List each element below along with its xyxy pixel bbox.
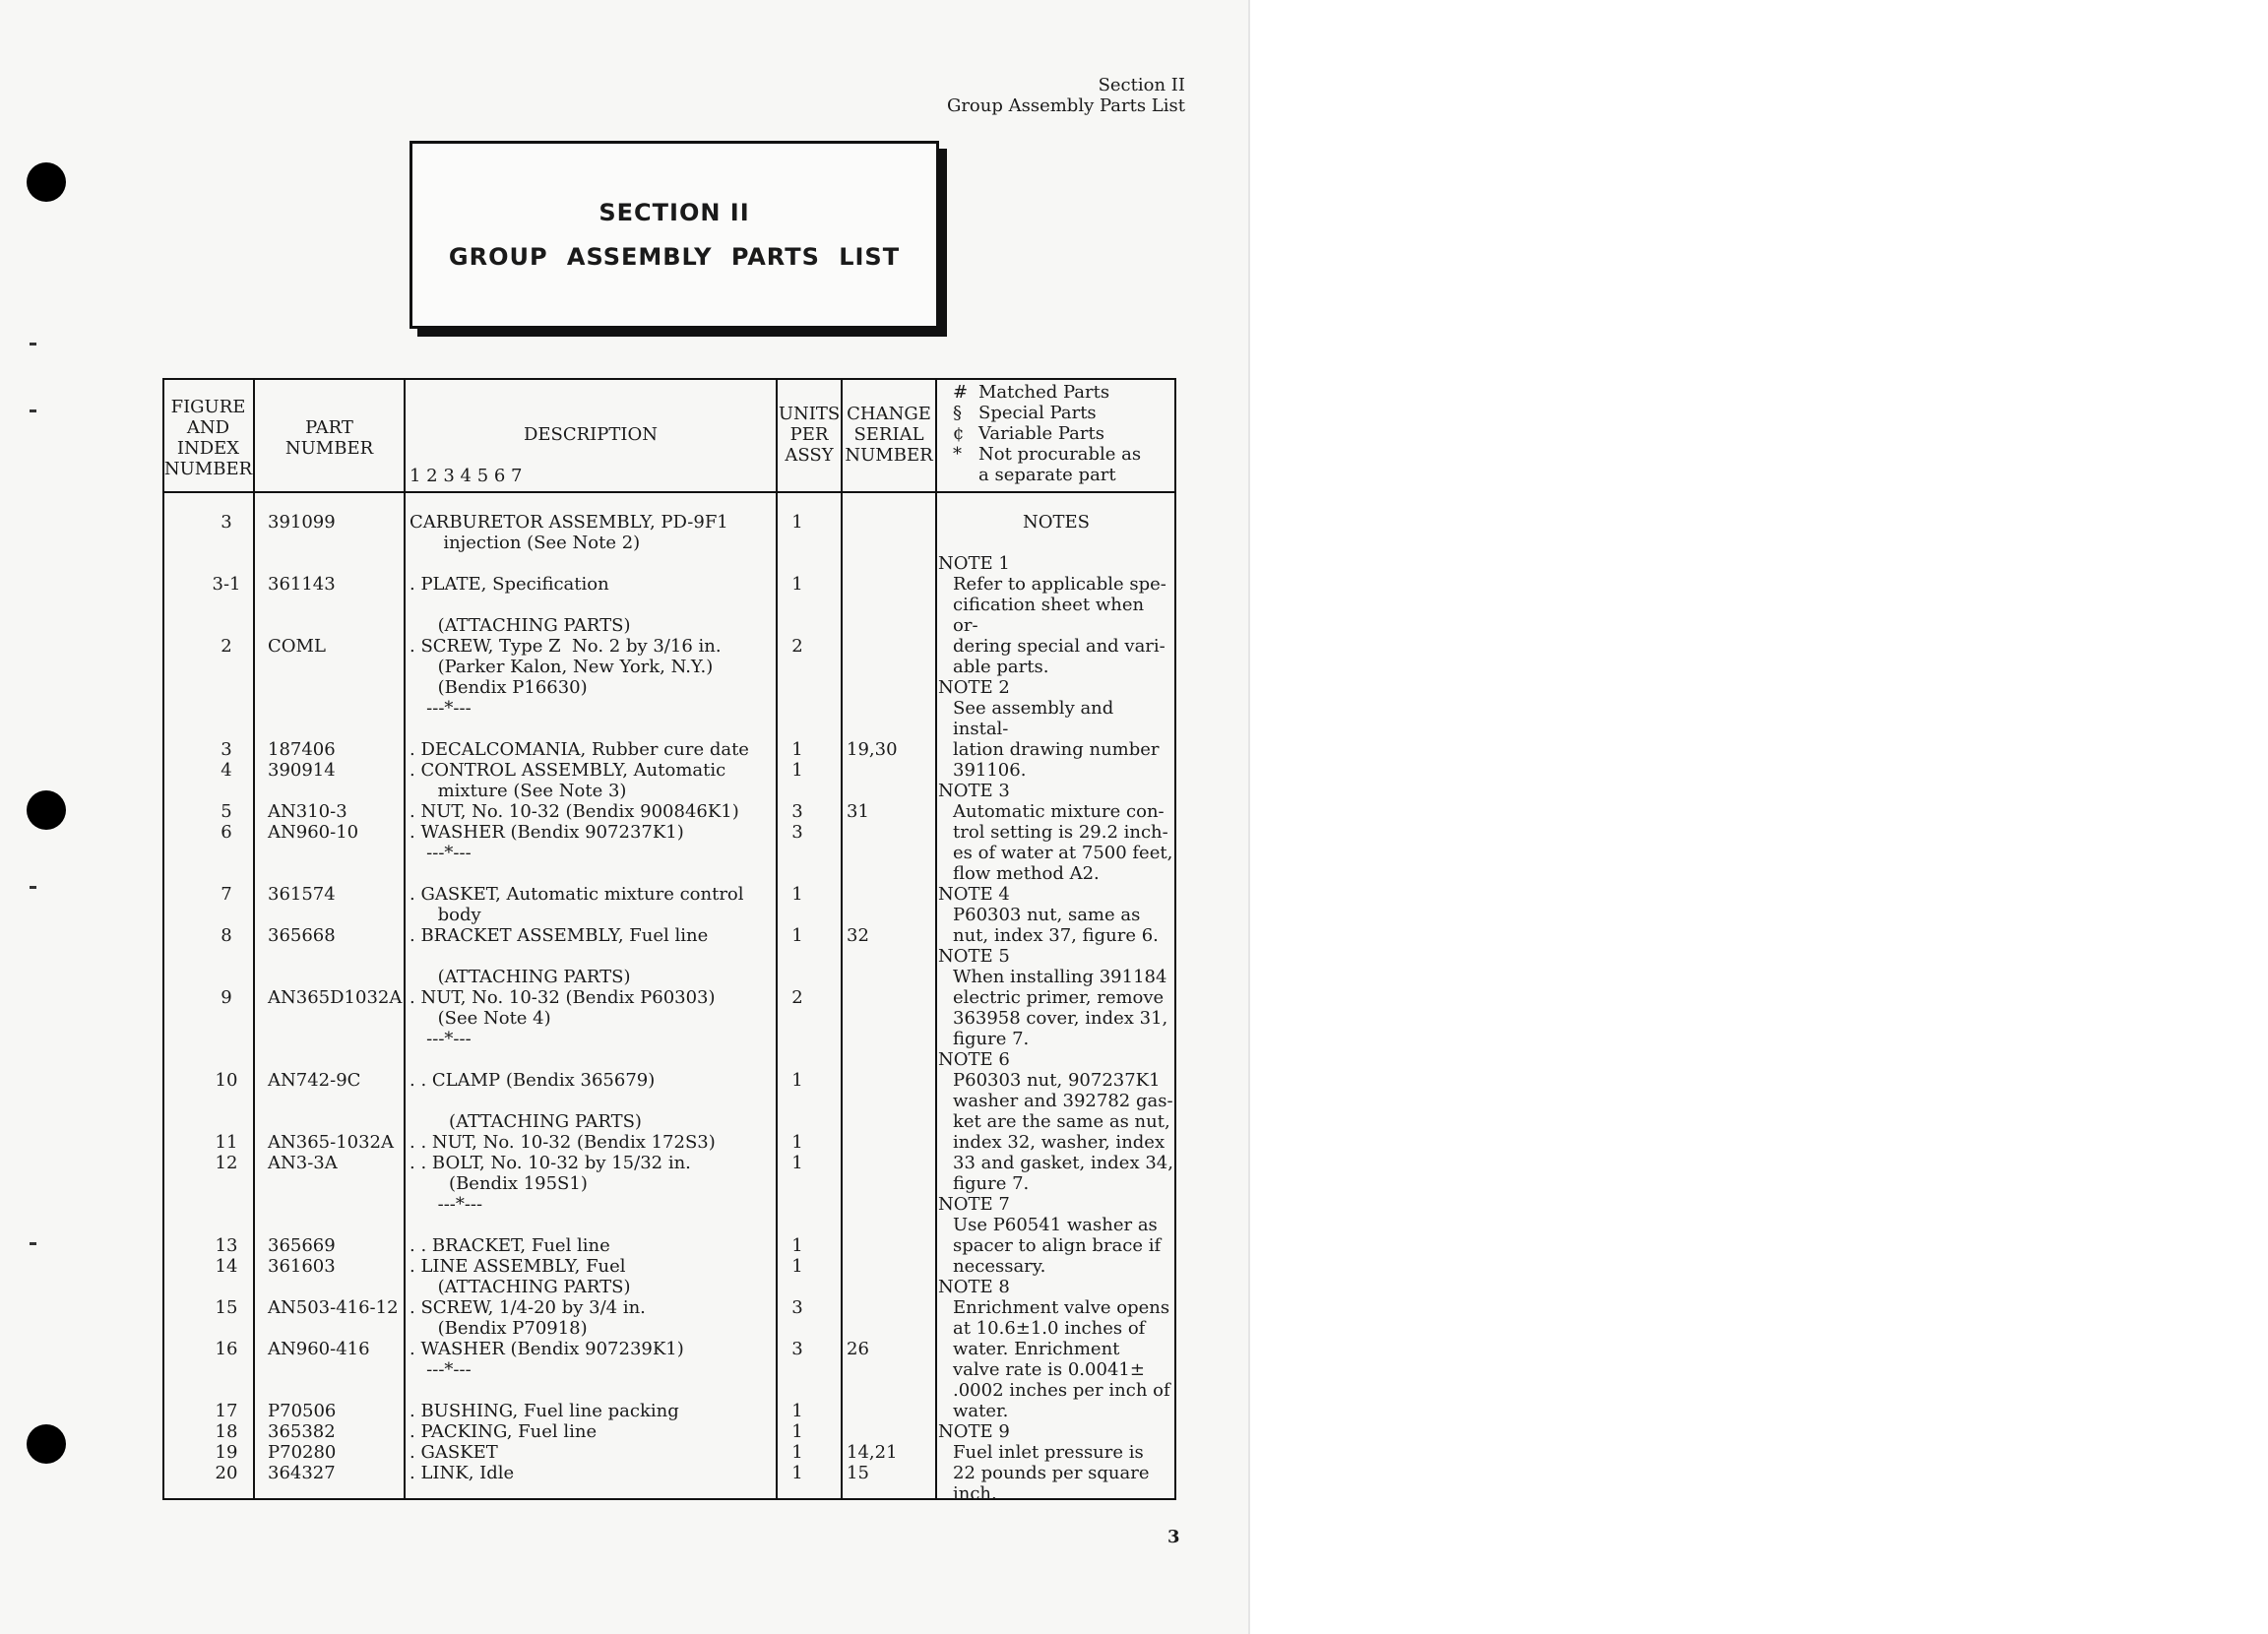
figure-index-cell: 7 [220, 884, 232, 905]
margin-mark [30, 343, 36, 346]
note-text: necessary. [953, 1256, 1046, 1277]
part-number-cell: AN742-9C [268, 1070, 361, 1091]
figure-index-cell: 16 [215, 1339, 238, 1359]
figure-index-cell: 6 [220, 822, 232, 843]
note-text: water. [953, 1401, 1009, 1421]
note-text: 33 and gasket, index 34, [953, 1153, 1173, 1173]
serial-number-cell: 15 [847, 1463, 869, 1483]
figure-index-cell: 3 [220, 739, 232, 760]
column-divider [935, 378, 937, 1500]
note-heading: NOTE 9 [938, 1421, 1010, 1442]
part-number-cell: AN960-416 [268, 1339, 370, 1359]
description-cell: . SCREW, Type Z No. 2 by 3/16 in. [410, 636, 722, 657]
units-cell: 1 [791, 1401, 803, 1421]
part-number-cell: AN3-3A [268, 1153, 338, 1173]
note-text: P60303 nut, same as [953, 905, 1141, 925]
description-cell: . GASKET [410, 1442, 498, 1463]
note-text: valve rate is 0.0041± [953, 1359, 1145, 1380]
description-cell: . . CLAMP (Bendix 365679) [410, 1070, 656, 1091]
binder-hole-icon [27, 162, 66, 202]
margin-mark [30, 1242, 36, 1245]
description-cell: (Bendix 195S1) [410, 1173, 588, 1194]
note-heading: NOTE 4 [938, 884, 1010, 905]
serial-number-cell: 19,30 [847, 739, 898, 760]
units-cell: 1 [791, 574, 803, 595]
figure-index-cell: 9 [220, 987, 232, 1008]
description-cell: (Bendix P16630) [410, 677, 588, 698]
figure-index-cell: 3-1 [212, 574, 241, 595]
figure-index-cell: 19 [215, 1442, 238, 1463]
description-cell: injection (See Note 2) [410, 533, 641, 553]
note-text: es of water at 7500 feet, [953, 843, 1173, 863]
figure-index-cell: 14 [215, 1256, 238, 1277]
description-cell: . LINE ASSEMBLY, Fuel [410, 1256, 626, 1277]
binder-hole-icon [27, 1424, 66, 1464]
header-figure: FIGURE AND INDEX NUMBER [163, 397, 253, 479]
units-cell: 3 [791, 801, 803, 822]
figure-index-cell: 15 [215, 1297, 238, 1318]
note-text: Use P60541 washer as [953, 1215, 1158, 1235]
description-cell: . GASKET, Automatic mixture control [410, 884, 744, 905]
figure-index-cell: 3 [220, 512, 232, 533]
units-cell: 3 [791, 1297, 803, 1318]
units-cell: 1 [791, 1132, 803, 1153]
note-text: ket are the same as nut, [953, 1111, 1170, 1132]
figure-index-cell: 8 [220, 925, 232, 946]
part-number-cell: 390914 [268, 760, 336, 781]
units-cell: 1 [791, 1153, 803, 1173]
description-cell: ---*--- [410, 1194, 483, 1215]
note-heading: NOTE 5 [938, 946, 1010, 967]
running-header [0, 75, 1185, 116]
part-number-cell: 361574 [268, 884, 336, 905]
notes-column [938, 512, 1174, 1504]
description-cell: . . NUT, No. 10-32 (Bendix 172S3) [410, 1132, 716, 1153]
part-number-cell: AN365-1032A [268, 1132, 394, 1153]
margin-mark [30, 886, 36, 889]
units-cell: 1 [791, 1070, 803, 1091]
note-text: able parts. [953, 657, 1049, 677]
description-cell: . DECALCOMANIA, Rubber cure date [410, 739, 749, 760]
note-text: When installing 391184 [953, 967, 1167, 987]
note-text: figure 7. [953, 1173, 1030, 1194]
figure-index-cell: 18 [215, 1421, 238, 1442]
serial-number-cell: 32 [847, 925, 869, 946]
note-text: at 10.6±1.0 inches of [953, 1318, 1146, 1339]
description-cell: . BUSHING, Fuel line packing [410, 1401, 679, 1421]
serial-number-cell: 26 [847, 1339, 869, 1359]
section-title: SECTION II [598, 199, 750, 226]
description-cell: ---*--- [410, 1359, 472, 1380]
margin-mark [30, 409, 36, 412]
units-cell: 1 [791, 512, 803, 533]
notes-title: NOTES [1023, 512, 1090, 533]
section-title-box [410, 141, 939, 329]
description-cell: (Bendix P70918) [410, 1318, 588, 1339]
units-cell: 1 [791, 739, 803, 760]
note-text: trol setting is 29.2 inch- [953, 822, 1168, 843]
part-number-cell: AN503-416-12 [268, 1297, 399, 1318]
note-text: inch. [953, 1483, 997, 1504]
units-cell: 1 [791, 925, 803, 946]
description-cell: body [410, 905, 481, 925]
units-cell: 1 [791, 884, 803, 905]
figure-index-cell: 12 [215, 1153, 238, 1173]
figure-index-cell: 17 [215, 1401, 238, 1421]
figure-index-cell: 4 [220, 760, 232, 781]
note-text: Fuel inlet pressure is [953, 1442, 1144, 1463]
header-serial: CHANGE SERIAL NUMBER [845, 404, 933, 466]
units-cell: 1 [791, 1421, 803, 1442]
units-cell: 1 [791, 760, 803, 781]
figure-index-cell: 5 [220, 801, 232, 822]
figure-index-cell: 10 [215, 1070, 238, 1091]
description-cell: . WASHER (Bendix 907237K1) [410, 822, 684, 843]
description-cell: . CONTROL ASSEMBLY, Automatic [410, 760, 726, 781]
page-number: 3 [1167, 1527, 1180, 1547]
description-cell: (ATTACHING PARTS) [410, 1277, 631, 1297]
description-cell: . LINK, Idle [410, 1463, 515, 1483]
part-number-cell: AN365D1032A [268, 987, 403, 1008]
note-text: Refer to applicable spe- [953, 574, 1166, 595]
note-text: 22 pounds per square [953, 1463, 1150, 1483]
description-cell: . SCREW, 1/4-20 by 3/4 in. [410, 1297, 646, 1318]
figure-index-cell: 2 [220, 636, 232, 657]
serial-number-cell: 31 [847, 801, 869, 822]
note-heading: NOTE 7 [938, 1194, 1010, 1215]
note-text: flow method A2. [953, 863, 1100, 884]
description-cell: . NUT, No. 10-32 (Bendix P60303) [410, 987, 716, 1008]
description-cell: ---*--- [410, 698, 472, 719]
part-number-cell: 361603 [268, 1256, 336, 1277]
column-divider [841, 378, 843, 1500]
blank-facing-page [1250, 0, 2268, 1634]
figure-index-cell: 20 [215, 1463, 238, 1483]
description-cell: (Parker Kalon, New York, N.Y.) [410, 657, 714, 677]
binder-hole-icon [27, 790, 66, 830]
header-units: UNITS PER ASSY [778, 404, 841, 466]
header-part-number: PART NUMBER [284, 417, 374, 459]
header-indent-scale: 1 2 3 4 5 6 7 [410, 466, 523, 486]
figure-index-cell: 11 [215, 1132, 238, 1153]
units-cell: 3 [791, 1339, 803, 1359]
part-number-cell: 365668 [268, 925, 336, 946]
note-text: Automatic mixture con- [953, 801, 1165, 822]
column-divider [404, 378, 406, 1500]
legend: # Matched Parts § Special Parts ¢ Variable Parts * Not procurable as a separate part [953, 382, 1142, 485]
note-heading: NOTE 3 [938, 781, 1010, 801]
header-section: Section II [1098, 75, 1185, 95]
note-text: water. Enrichment [953, 1339, 1120, 1359]
description-cell: . . BRACKET, Fuel line [410, 1235, 610, 1256]
note-heading: NOTE 6 [938, 1049, 1010, 1070]
units-cell: 1 [791, 1463, 803, 1483]
description-cell: . . BOLT, No. 10-32 by 15/32 in. [410, 1153, 691, 1173]
header-description: DESCRIPTION [523, 424, 659, 445]
description-cell: (See Note 4) [410, 1008, 551, 1029]
note-text: nut, index 37, figure 6. [953, 925, 1159, 946]
part-number-cell: COML [268, 636, 326, 657]
note-text: spacer to align brace if [953, 1235, 1162, 1256]
part-number-cell: AN960-10 [268, 822, 359, 843]
description-cell: . PACKING, Fuel line [410, 1421, 598, 1442]
part-number-cell: 364327 [268, 1463, 336, 1483]
header-divider [162, 491, 1176, 493]
part-number-cell: 187406 [268, 739, 336, 760]
note-heading: NOTE 1 [938, 553, 1010, 574]
part-number-cell: 361143 [268, 574, 336, 595]
units-cell: 1 [791, 1235, 803, 1256]
part-number-cell: P70280 [268, 1442, 337, 1463]
section-subtitle: GROUP ASSEMBLY PARTS LIST [448, 243, 901, 271]
note-text: index 32, washer, index [953, 1132, 1166, 1153]
units-cell: 1 [791, 1256, 803, 1277]
note-text: 363958 cover, index 31, [953, 1008, 1168, 1029]
description-cell: (ATTACHING PARTS) [410, 967, 631, 987]
note-text: electric primer, remove [953, 987, 1165, 1008]
description-cell: . PLATE, Specification [410, 574, 609, 595]
note-heading: NOTE 8 [938, 1277, 1010, 1297]
units-cell: 2 [791, 636, 803, 657]
description-cell: CARBURETOR ASSEMBLY, PD-9F1 [410, 512, 728, 533]
part-number-cell: P70506 [268, 1401, 337, 1421]
note-text: Enrichment valve opens [953, 1297, 1170, 1318]
description-cell: ---*--- [410, 843, 472, 863]
part-number-cell: 391099 [268, 512, 336, 533]
header-title: Group Assembly Parts List [946, 95, 1185, 116]
description-cell: . BRACKET ASSEMBLY, Fuel line [410, 925, 709, 946]
page-edge [1248, 0, 1250, 1634]
description-cell: ---*--- [410, 1029, 472, 1049]
serial-number-cell: 14,21 [847, 1442, 898, 1463]
note-text: 391106. [953, 760, 1027, 781]
description-cell: . NUT, No. 10-32 (Bendix 900846K1) [410, 801, 739, 822]
note-text: See assembly and instal- [953, 698, 1114, 739]
note-text: washer and 392782 gas- [953, 1091, 1173, 1111]
description-cell: . WASHER (Bendix 907239K1) [410, 1339, 684, 1359]
description-cell: (ATTACHING PARTS) [410, 1111, 642, 1132]
units-cell: 2 [791, 987, 803, 1008]
note-text: dering special and vari- [953, 636, 1166, 657]
description-cell: (ATTACHING PARTS) [410, 615, 631, 636]
note-text: figure 7. [953, 1029, 1030, 1049]
note-heading: NOTE 2 [938, 677, 1010, 698]
note-text: cification sheet when or- [953, 595, 1145, 636]
part-number-cell: AN310-3 [268, 801, 347, 822]
description-cell: mixture (See Note 3) [410, 781, 627, 801]
part-number-cell: 365669 [268, 1235, 336, 1256]
note-text: P60303 nut, 907237K1 [953, 1070, 1161, 1091]
note-text: lation drawing number [953, 739, 1160, 760]
units-cell: 1 [791, 1442, 803, 1463]
part-number-cell: 365382 [268, 1421, 336, 1442]
note-text: .0002 inches per inch of [953, 1380, 1170, 1401]
units-cell: 3 [791, 822, 803, 843]
figure-index-cell: 13 [215, 1235, 238, 1256]
